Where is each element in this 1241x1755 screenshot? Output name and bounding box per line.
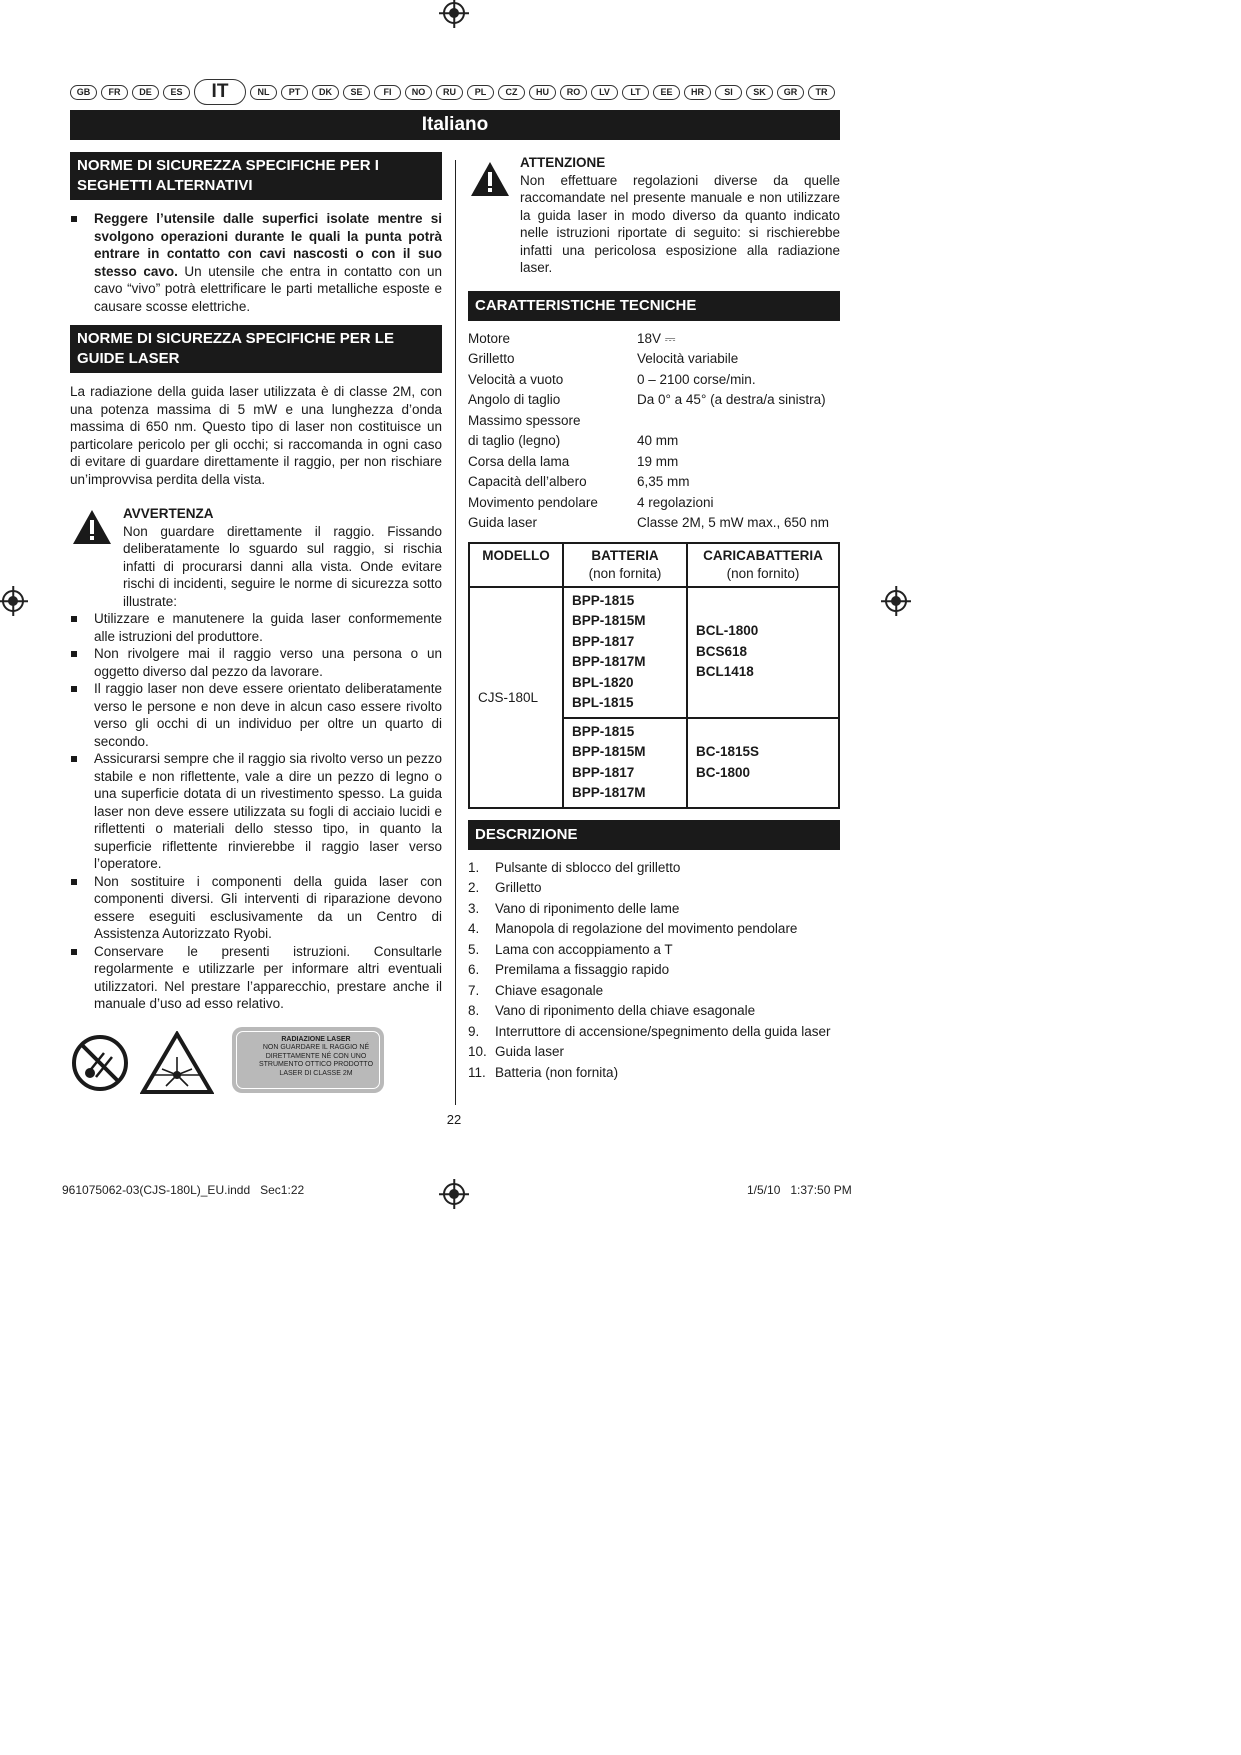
laser-label-title: RADIAZIONE LASER bbox=[281, 1035, 351, 1043]
language-badge-it: IT bbox=[194, 79, 246, 105]
list-item bbox=[468, 899, 840, 920]
attention-text: Non effettuare regolazioni diverse da quelle raccomandate nel presente manuale e non utilizzare la guida laser in modo diverso da quanto indicato nelle istruzioni riportate di seguito: si rischierebbe infatti una pericolosa esposizione alla radiazione laser. bbox=[520, 172, 840, 275]
compatibility-table bbox=[468, 542, 840, 809]
table-row bbox=[469, 587, 839, 718]
registration-mark-top bbox=[443, 2, 465, 24]
spec-label: Guida laser bbox=[468, 515, 538, 530]
list-item bbox=[468, 960, 840, 981]
table-header-charger: CARICABATTERIA (non fornito) bbox=[687, 543, 839, 587]
spec-value: 18V ⎓ bbox=[637, 330, 676, 346]
laser-safety-bullets bbox=[70, 610, 442, 1013]
list-item-number: 1. bbox=[468, 859, 480, 875]
spec-row bbox=[468, 349, 840, 370]
language-badge-si: SI bbox=[715, 85, 742, 100]
section-heading-laser-safety: NORME DI SICUREZZA SPECIFICHE PER LE GUIDE LASER bbox=[70, 325, 442, 373]
list-item-number: 6. bbox=[468, 962, 480, 977]
language-badge-gr: GR bbox=[777, 85, 804, 100]
bullet-regular-text: Un utensile che entra in contatto con un cavo “vivo” potrà elettrificare le parti metalliche esposte e causare scosse elettriche. bbox=[94, 263, 443, 314]
registration-mark-left bbox=[2, 590, 24, 612]
battery-model: BPP-1815M bbox=[572, 744, 646, 759]
language-badge-ru: RU bbox=[436, 85, 463, 100]
language-badge-se: SE bbox=[343, 85, 370, 100]
footer-timestamp: 1/5/10 1:37:50 PM bbox=[747, 1183, 852, 1197]
attention-title: ATTENZIONE bbox=[520, 155, 606, 170]
list-item-text: Batteria (non fornita) bbox=[495, 1064, 619, 1080]
language-badge-pt: PT bbox=[281, 85, 308, 100]
spec-row bbox=[468, 411, 840, 432]
language-badge-nl: NL bbox=[250, 85, 277, 100]
spec-label: Massimo spessore bbox=[468, 412, 581, 428]
right-column bbox=[468, 154, 840, 1083]
charger-model: BC-1800 bbox=[696, 764, 751, 780]
list-item-text: Lama con accoppiamento a T bbox=[495, 941, 673, 957]
list-item-text: Interruttore di accensione/spegnimento della guida laser bbox=[495, 1023, 831, 1039]
charger-model: BC-1815S bbox=[696, 744, 760, 759]
battery-model: BPP-1815 bbox=[572, 592, 635, 608]
list-item bbox=[468, 1063, 840, 1084]
spec-value: Classe 2M, 5 mW max., 650 nm bbox=[637, 515, 830, 530]
spec-row bbox=[468, 452, 840, 473]
footer-file-info: 961075062-03(CJS-180L)_EU.indd Sec1:22 bbox=[62, 1183, 305, 1197]
battery-model: BPP-1817 bbox=[572, 764, 635, 780]
spec-row bbox=[468, 513, 840, 534]
spec-label: Velocità a vuoto bbox=[468, 371, 564, 387]
language-badge-lt: LT bbox=[622, 85, 649, 100]
registration-mark-bottom bbox=[443, 1183, 465, 1205]
left-column bbox=[70, 152, 442, 1101]
battery-model: BPP-1815M bbox=[572, 613, 646, 628]
spec-value: 4 regolazioni bbox=[637, 494, 714, 510]
laser-class-paragraph: La radiazione della guida laser utilizzata è di classe 2M, con una potenza massima di 5 mW e una lunghezza d’onda massima di 650 nm. Questo tipo di laser non costituisce un particolare pericolo per gli occhi; si raccomanda in ogni caso di evitare di guardare direttamente il raggio, per non rischiare un’improvvisa perdita della vista. bbox=[70, 384, 442, 487]
language-badge-dk: DK bbox=[312, 85, 339, 100]
list-item-text: Vano di riponimento delle lame bbox=[495, 900, 680, 916]
list-item-number: 11. bbox=[468, 1064, 486, 1080]
list-item bbox=[468, 919, 840, 940]
list-item-number: 10. bbox=[468, 1044, 487, 1059]
list-item: Assicurarsi sempre che il raggio sia rivolto verso un pezzo stabile e non riflettente, vale a dire un pezzo di legno o una superficie dotata di un rivestimento spesso. La guida laser non deve essere utilizzata su fogli di acciaio lucidi e riflettenti o materiali dello stesso tipo, in quanto la superficie riflettente rinvierebbe il raggio laser verso l’operatore. bbox=[70, 750, 442, 873]
language-badge-hu: HU bbox=[529, 85, 556, 100]
list-item-number: 9. bbox=[468, 1023, 480, 1039]
spec-row bbox=[468, 431, 840, 452]
warning-triangle-icon bbox=[72, 509, 112, 545]
list-item-text: Pulsante di sblocco del grilletto bbox=[495, 859, 681, 875]
spec-value: Da 0° a 45° (a destra/a sinistra) bbox=[637, 392, 826, 407]
spec-value: 0 – 2100 corse/min. bbox=[637, 371, 756, 387]
battery-model: BPL-1815 bbox=[572, 695, 634, 710]
language-selector bbox=[70, 79, 835, 105]
list-item: Non sostituire i componenti della guida laser con componenti diversi. Gli interventi di riparazione devono essere eseguiti esclusivamente da un Centro di Assistenza Autorizzato Ryobi. bbox=[70, 873, 442, 943]
section-heading-specs: CARATTERISTICHE TECNICHE bbox=[468, 291, 840, 321]
list-item-text: Manopola di regolazione del movimento pendolare bbox=[495, 921, 798, 936]
battery-model: BPP-1817M bbox=[572, 785, 646, 800]
laser-warning-label bbox=[232, 1027, 384, 1093]
list-item-text: Premilama a fissaggio rapido bbox=[495, 962, 670, 977]
spec-label: Corsa della lama bbox=[468, 453, 570, 469]
attention-triangle-icon bbox=[470, 161, 510, 197]
spec-value: 6,35 mm bbox=[637, 474, 690, 489]
language-badge-pl: PL bbox=[467, 85, 494, 100]
spec-label: Grilletto bbox=[468, 351, 515, 366]
charger-model: BCL1418 bbox=[696, 664, 754, 680]
warning-block bbox=[70, 505, 442, 610]
warning-title: AVVERTENZA bbox=[123, 506, 214, 521]
battery-model: BPP-1815 bbox=[572, 723, 635, 739]
charger-model: BCS618 bbox=[696, 643, 748, 659]
list-item: Non rivolgere mai il raggio verso una persona o un oggetto diverso dal pezzo da lavorare. bbox=[70, 645, 442, 680]
language-badge-no: NO bbox=[405, 85, 432, 100]
list-item bbox=[468, 878, 840, 899]
safety-symbols bbox=[70, 1021, 442, 1101]
technical-specs bbox=[468, 329, 840, 534]
spec-value: 40 mm bbox=[637, 433, 679, 448]
list-item bbox=[468, 981, 840, 1002]
list-item: Il raggio laser non deve essere orientato deliberatamente verso le persone e non deve in alcun caso essere rivolto verso gli occhi di un individuo per oltre un quarto di secondo. bbox=[70, 680, 442, 750]
spec-row bbox=[468, 472, 840, 493]
spec-label: Movimento pendolare bbox=[468, 494, 598, 510]
laser-radiation-icon bbox=[140, 1031, 214, 1095]
table-header-battery: BATTERIA (non fornita) bbox=[563, 543, 687, 587]
language-badge-hr: HR bbox=[684, 85, 711, 100]
bullet-insulated-surfaces bbox=[70, 210, 442, 315]
language-badge-ro: RO bbox=[560, 85, 587, 100]
page-title: Italiano bbox=[70, 110, 840, 140]
section-heading-jigsaw-safety: NORME DI SICUREZZA SPECIFICHE PER I SEGHETTI ALTERNATIVI bbox=[70, 152, 442, 200]
battery-model: BPP-1817 bbox=[572, 633, 635, 649]
list-item bbox=[468, 1022, 840, 1043]
registration-mark-right bbox=[885, 590, 907, 612]
battery-cell-group2 bbox=[563, 718, 687, 808]
page-number: 22 bbox=[446, 1112, 462, 1127]
spec-row bbox=[468, 370, 840, 391]
table-header-model: MODELLO bbox=[469, 543, 563, 587]
battery-model: BPP-1817M bbox=[572, 654, 646, 669]
spec-row bbox=[468, 493, 840, 514]
bullet-bold-text: Reggere l’utensile dalle superfici isolate mentre si svolgono operazioni durante le quali la punta potrà entrare in contatto con cavi nascosti o con il suo stesso cavo. bbox=[94, 211, 442, 279]
list-item-number: 4. bbox=[468, 921, 480, 936]
list-item-text: Vano di riponimento della chiave esagonale bbox=[495, 1003, 756, 1018]
language-badge-gb: GB bbox=[70, 85, 97, 100]
spec-label: di taglio (legno) bbox=[468, 433, 561, 448]
language-badge-ee: EE bbox=[653, 85, 680, 100]
list-item-text: Grilletto bbox=[495, 880, 542, 895]
language-badge-fr: FR bbox=[101, 85, 128, 100]
battery-cell-group1 bbox=[563, 587, 687, 718]
list-item bbox=[468, 1042, 840, 1063]
list-item-number: 5. bbox=[468, 941, 480, 957]
description-list bbox=[468, 858, 840, 1084]
table-header-row bbox=[469, 543, 839, 587]
charger-model: BCL-1800 bbox=[696, 623, 759, 639]
spec-label: Motore bbox=[468, 330, 511, 346]
language-badge-cz: CZ bbox=[498, 85, 525, 100]
spec-value: Velocità variabile bbox=[637, 351, 739, 366]
section-heading-description: DESCRIZIONE bbox=[468, 820, 840, 850]
spec-row bbox=[468, 390, 840, 411]
model-cell: CJS-180L bbox=[469, 587, 563, 808]
language-badge-de: DE bbox=[132, 85, 159, 100]
language-badge-tr: TR bbox=[808, 85, 835, 100]
attention-block bbox=[468, 154, 840, 277]
spec-label: Capacità dell’albero bbox=[468, 474, 587, 489]
warning-text: Non guardare direttamente il raggio. Fissando deliberatamente lo sguardo sul raggio, si rischia infatti di procurarsi danni alla vista. Onde evitare rischi di incidenti, seguire le norme di sicurezza sotto illustrate: bbox=[123, 523, 442, 609]
laser-label-text: NON GUARDARE IL RAGGIO NÉ DIRETTAMENTE NÉ CON UNO STRUMENTO OTTICO PRODOTTO LASER DI CLASSE 2M bbox=[258, 1044, 374, 1077]
spec-row bbox=[468, 329, 840, 350]
list-item-number: 7. bbox=[468, 982, 480, 998]
list-item-text: Guida laser bbox=[495, 1044, 565, 1059]
list-item-number: 2. bbox=[468, 880, 480, 895]
list-item bbox=[468, 1001, 840, 1022]
list-item-number: 3. bbox=[468, 900, 480, 916]
list-item bbox=[468, 858, 840, 879]
list-item-text: Chiave esagonale bbox=[495, 982, 604, 998]
language-badge-lv: LV bbox=[591, 85, 618, 100]
list-item-number: 8. bbox=[468, 1003, 480, 1018]
charger-cell-group1 bbox=[687, 587, 839, 718]
spec-value: 19 mm bbox=[637, 453, 679, 469]
spec-label: Angolo di taglio bbox=[468, 392, 561, 407]
battery-model: BPL-1820 bbox=[572, 674, 634, 690]
language-badge-es: ES bbox=[163, 85, 190, 100]
list-item bbox=[468, 940, 840, 961]
charger-cell-group2 bbox=[687, 718, 839, 808]
no-laser-viewing-icon bbox=[70, 1033, 130, 1093]
language-badge-fi: FI bbox=[374, 85, 401, 100]
language-badge-sk: SK bbox=[746, 85, 773, 100]
list-item: Utilizzare e manutenere la guida laser conformemente alle istruzioni del produttore. bbox=[70, 610, 442, 645]
list-item: Conservare le presenti istruzioni. Consultarle regolarmente e utilizzarle per informare altri eventuali utilizzatori. Nel prestare l’apparecchio, prestare anche il manuale d’uso ad esso relativo. bbox=[70, 943, 442, 1013]
column-divider bbox=[455, 160, 456, 1105]
